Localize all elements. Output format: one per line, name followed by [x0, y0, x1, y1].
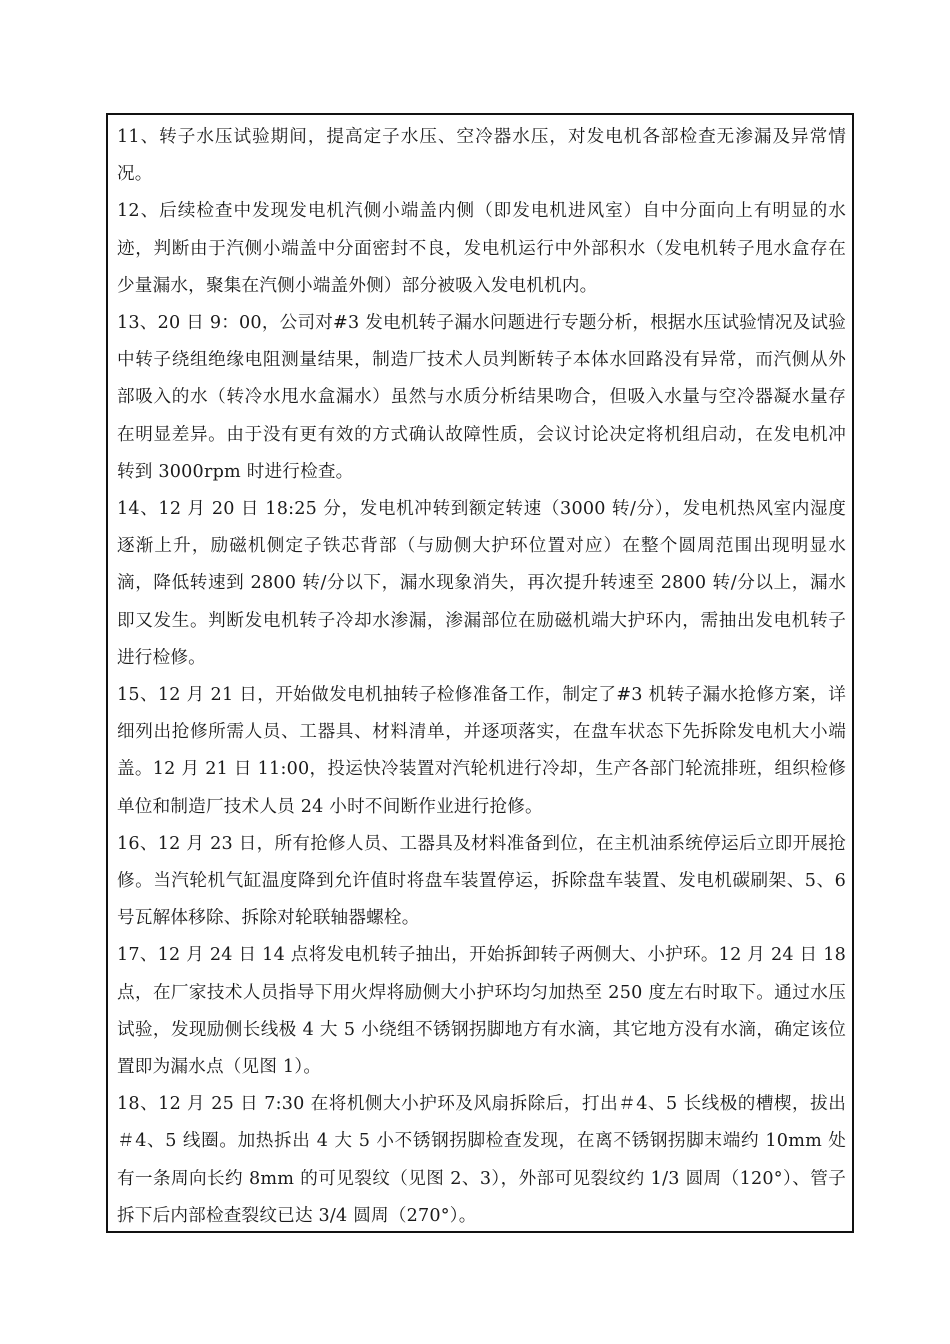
- paragraph-12: 12、后续检查中发现发电机汽侧小端盖内侧（即发电机进风室）自中分面向上有明显的水迹，判断由于汽侧小端盖中分面密封不良，发电机运行中外部积水（发电机转子甩水盒存在少量漏水，聚集在汽侧小端盖外侧）部分被吸入发电机机内。: [117, 201, 846, 296]
- paragraph-13: 13、20 日 9：00，公司对#3 发电机转子漏水问题进行专题分析，根据水压试验情况及试验中转子绕组绝缘电阻测量结果，制造厂技术人员判断转子本体水回路没有异常，而汽侧从外部吸入的水（转冷水甩水盒漏水）虽然与水质分析结果吻合，但吸入水量与空冷器凝水量存在明显差异。由于没有更有效的方式确认故障性质，会议讨论决定将机组启动，在发电机冲转到 3000rpm 时进行检查。: [117, 313, 846, 482]
- paragraph-15: 15、12 月 21 日，开始做发电机抽转子检修准备工作，制定了#3 机转子漏水抢修方案，详细列出抢修所需人员、工器具、材料清单，并逐项落实，在盘车状态下先拆除发电机大小端盖。12 月 21 日 11:00，投运快冷装置对汽轮机进行冷却，生产各部门轮流排班，组织检修单位和制造厂技术人员 24 小时不间断作业进行抢修。: [117, 685, 846, 817]
- paragraph-18: 18、12 月 25 日 7:30 在将机侧大小护环及风扇拆除后，打出＃4、5 长线极的槽楔，拔出＃4、5 线圈。加热拆出 4 大 5 小不锈钢拐脚检查发现，在离不锈钢拐脚末端约 10mm 处有一条周向长约 8mm 的可见裂纹（见图 2、3），外部可见裂纹约 1/3 圆周（120°）、管子拆下后内部检查裂纹已达 3/4 圆周（270°）。: [117, 1094, 846, 1226]
- paragraph-14: 14、12 月 20 日 18:25 分，发电机冲转到额定转速（3000 转/分），发电机热风室内湿度逐渐上升，励磁机侧定子铁芯背部（与励侧大护环位置对应）在整个圆周范围出现明显水滴，降低转速到 2800 转/分以下，漏水现象消失，再次提升转速至 2800 转/分以上，漏水即又发生。判断发电机转子冷却水渗漏，渗漏部位在励磁机端大护环内，需抽出发电机转子进行检修。: [117, 499, 846, 668]
- paragraph-17: 17、12 月 24 日 14 点将发电机转子抽出，开始拆卸转子两侧大、小护环。12 月 24 日 18 点，在厂家技术人员指导下用火焊将励侧大小护环均匀加热至 250 度左右时取下。通过水压试验，发现励侧长线极 4 大 5 小绕组不锈钢拐脚地方有水滴，其它地方没有水滴，确定该位置即为漏水点（见图 1）。: [117, 945, 846, 1078]
- paragraph-11: 11、转子水压试验期间，提高定子水压、空冷器水压，对发电机各部检查无渗漏及异常情况。: [117, 127, 846, 185]
- paragraph-16: 16、12 月 23 日，所有抢修人员、工器具及材料准备到位，在主机油系统停运后立即开展抢修。当汽轮机气缸温度降到允许值时将盘车装置停运，拆除盘车装置、发电机碳刷架、5、6 号瓦解体移除、拆除对轮联轴器螺栓。: [117, 833, 846, 929]
- document-frame: [106, 113, 854, 1233]
